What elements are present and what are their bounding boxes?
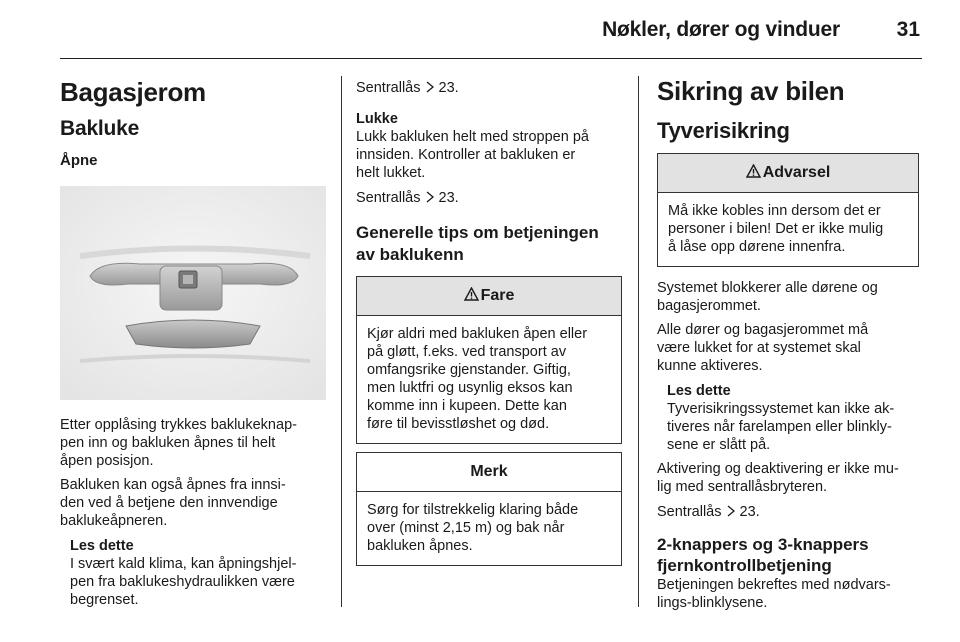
- warning-title: Advarsel: [762, 163, 831, 181]
- note-antitheft: [657, 382, 923, 454]
- reference-central-lock-1[interactable]: [356, 79, 622, 98]
- text-line: Aktivering og deaktivering er ikke mu-: [657, 460, 899, 477]
- reference-label: Sentrallås: [657, 503, 722, 520]
- text-line: av baklukenn: [356, 245, 464, 264]
- column-3: [657, 70, 923, 612]
- text-line: bagasjerommet.: [657, 297, 761, 314]
- reference-label: Sentrallås: [356, 80, 421, 96]
- page-reference-arrow-icon: [726, 504, 736, 522]
- text-line: Betjeningen bekreftes med nødvars-: [657, 576, 891, 593]
- warning-box: [657, 153, 919, 267]
- warning-triangle-icon: [464, 278, 479, 292]
- merk-box: [356, 452, 622, 566]
- subheading-apne: Åpne: [60, 151, 98, 169]
- text-line: lig med sentrallåsbryteren.: [657, 478, 828, 495]
- text-line: Etter opplåsing trykkes baklukeknap-: [60, 416, 297, 433]
- text-line: tiveres når farelampen eller blinkly-: [667, 418, 892, 435]
- header-divider: [60, 58, 922, 59]
- column-divider-2: [638, 76, 639, 607]
- reference-page: 23.: [438, 190, 459, 206]
- text-line: Lukk bakluken helt med stroppen på: [356, 129, 589, 145]
- danger-box-body: [357, 316, 621, 443]
- text-line: Kjør aldri med bakluken åpen eller: [367, 326, 588, 342]
- subheading-bakluke: Bakluke: [60, 116, 140, 140]
- text-line: Generelle tips om betjeningen: [356, 223, 599, 242]
- close-title: Lukke: [356, 111, 398, 127]
- section-close: [356, 110, 622, 182]
- reference-page: 23.: [438, 80, 459, 96]
- text-line: pen fra baklukeshydraulikken være: [70, 573, 295, 590]
- text-line: føre til bevisstløshet og død.: [367, 416, 550, 432]
- danger-box: [356, 276, 622, 444]
- paragraph-remote-confirm: [657, 576, 923, 612]
- chapter-title: Nøkler, dører og vinduer: [602, 18, 840, 41]
- paragraph-system-blocks: [657, 279, 923, 315]
- column-2: [356, 70, 622, 566]
- text-line: omfangsrike gjenstander. Giftig,: [367, 362, 571, 378]
- note-cold-climate: [60, 537, 326, 609]
- text-line: være lukket for at systemet skal: [657, 339, 861, 356]
- page-number: 31: [896, 18, 920, 41]
- text-line: Sørg for tilstrekkelig klaring både: [367, 502, 579, 518]
- text-line: åpen posisjon.: [60, 452, 154, 469]
- text-line: over (minst 2,15 m) og bak når: [367, 520, 565, 536]
- paragraph-activation: [657, 460, 923, 496]
- paragraph-inside-opener: [60, 476, 326, 530]
- text-line: Må ikke kobles inn dersom det er: [668, 202, 881, 219]
- text-line: Bakluken kan også åpnes fra innsi-: [60, 476, 286, 493]
- text-line: den ved å betjene den innvendige: [60, 494, 278, 511]
- tailgate-handle-illustration: [60, 186, 326, 400]
- warning-triangle-icon: [746, 155, 761, 169]
- merk-box-header: Merk: [357, 453, 621, 492]
- text-line: komme inn i kupeen. Dette kan: [367, 398, 567, 414]
- warning-box-header: [658, 154, 918, 193]
- text-line: personer i bilen! Det er ikke mulig: [668, 220, 884, 237]
- column-divider-1: [341, 76, 342, 607]
- text-line: på gløtt, f.eks. ved transport av: [367, 344, 567, 360]
- text-line: kunne aktiveres.: [657, 357, 763, 374]
- heading-general-tips: [356, 222, 622, 266]
- reference-central-lock-2[interactable]: [356, 189, 622, 208]
- text-line: pen inn og bakluken åpnes til helt: [60, 434, 276, 451]
- text-line: Tyverisikringssystemet kan ikke ak-: [667, 400, 895, 417]
- text-line: lings-blinklysene.: [657, 594, 768, 611]
- danger-title: Fare: [480, 287, 515, 304]
- paragraph-doors-closed: [657, 321, 923, 375]
- subheading-tyverisikring: Tyverisikring: [657, 117, 790, 143]
- danger-box-header: [357, 277, 621, 316]
- text-line: bakluken åpnes.: [367, 538, 473, 554]
- text-line: Systemet blokkerer alle dørene og: [657, 279, 878, 296]
- page-reference-arrow-icon: [425, 190, 435, 208]
- text-line: helt lukket.: [356, 165, 426, 181]
- section-heading-bagasjerom: Bagasjerom: [60, 77, 206, 107]
- heading-remote-control: [657, 534, 923, 576]
- reference-label: Sentrallås: [356, 190, 421, 206]
- tailgate-handle-drawing: [60, 186, 326, 400]
- reference-page: 23.: [739, 503, 760, 520]
- note-title: Les dette: [70, 537, 134, 554]
- reference-central-lock-3[interactable]: [657, 503, 923, 522]
- text-line: baklukeåpneren.: [60, 512, 168, 529]
- text-line: men luktfri og usynlig eksos kan: [367, 380, 573, 396]
- text-line: fjernkontrollbetjening: [657, 555, 832, 575]
- note-title: Les dette: [667, 382, 731, 399]
- page-reference-arrow-icon: [425, 80, 435, 98]
- text-line: Alle dører og bagasjerommet må: [657, 321, 869, 338]
- text-line: I svært kald klima, kan åpningshjel-: [70, 555, 297, 572]
- page-header: [0, 0, 960, 58]
- text-line: innsiden. Kontroller at bakluken er: [356, 147, 576, 163]
- text-line: begrenset.: [70, 591, 139, 608]
- text-line: 2-knappers og 3-knappers: [657, 534, 869, 554]
- warning-box-body: [658, 193, 918, 266]
- merk-box-body: [357, 492, 621, 565]
- section-heading-sikring: Sikring av bilen: [657, 76, 845, 106]
- text-line: sene er slått på.: [667, 436, 771, 453]
- paragraph-open-tailgate: [60, 416, 326, 470]
- text-line: å låse opp dørene innenfra.: [668, 238, 846, 255]
- column-1: [60, 70, 326, 609]
